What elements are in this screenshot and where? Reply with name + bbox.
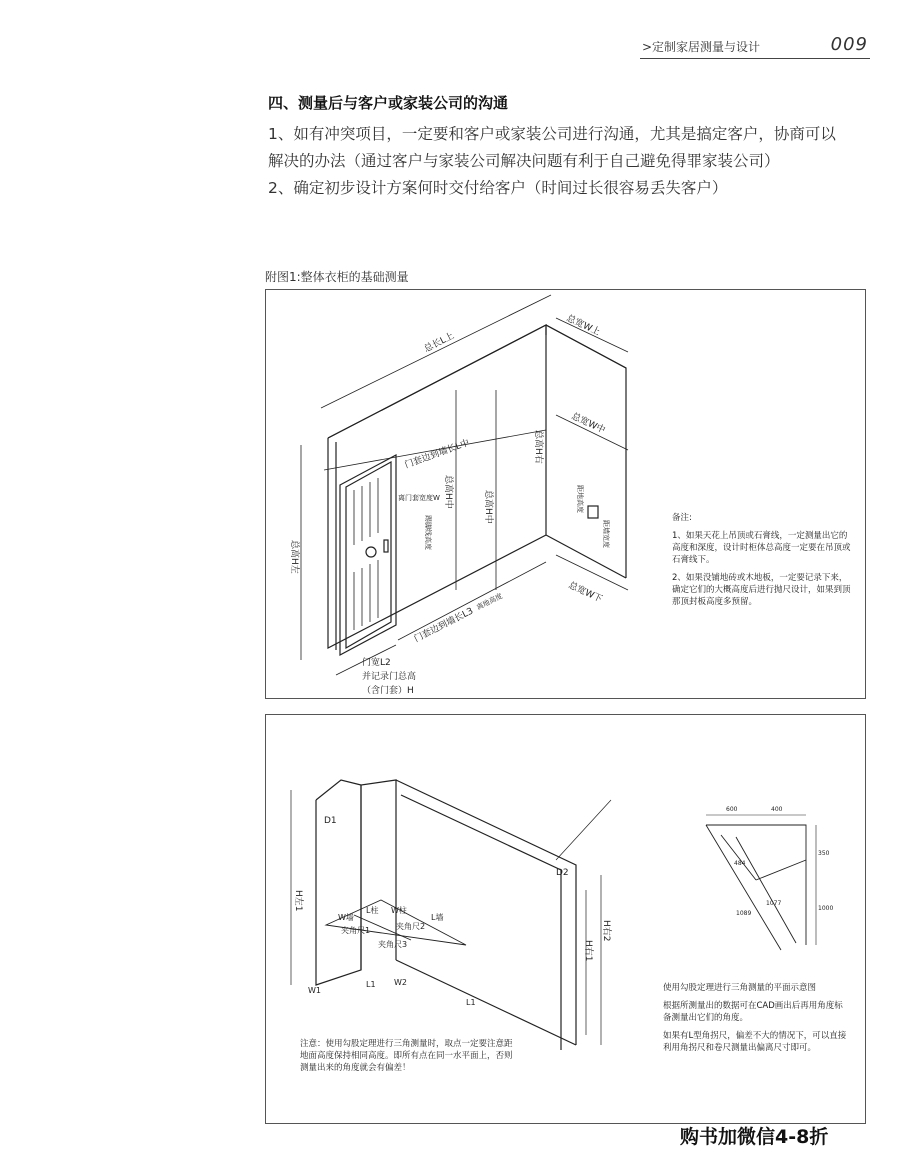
figure-2-note-right — [663, 982, 848, 1060]
label-total-height-right: 总高H右 — [533, 430, 543, 464]
running-header — [620, 36, 870, 58]
label-l-wall: L墙 — [431, 913, 444, 922]
section-heading: 四、测量后与客户或家装公司的沟通 — [268, 94, 509, 112]
label-door-height: 离门套宽度W — [398, 494, 440, 502]
label-w2: W2 — [394, 978, 407, 987]
note-right-1: 根据所测量出的数据可在CAD画出后再用角度标备测量出它们的角度。 — [663, 1001, 843, 1023]
label-angle-2: 夹角尺2 — [396, 922, 426, 931]
label-w1: W1 — [308, 986, 321, 995]
plan-label-1000: 1000 — [818, 905, 834, 912]
note-right-title: 使用勾股定理进行三角测量的平面示意图 — [663, 983, 817, 993]
label-door-incl: （含门套）H — [362, 686, 414, 696]
plan-label-484: 484 — [734, 860, 746, 867]
plan-label-1089: 1089 — [736, 910, 752, 917]
label-d1: D1 — [324, 816, 337, 826]
label-door-width: 门宽L2 — [362, 658, 391, 668]
plan-label-400: 400 — [771, 806, 783, 813]
figure-1-frame — [265, 289, 866, 699]
label-d2: D2 — [556, 868, 569, 878]
paragraph-1: 1、如有冲突项目，一定要和客户或家装公司进行沟通，尤其是搞定客户，协商可以解决的办法（通过客户与家装公司解决问题有利于自己避免得罪家装公司） — [268, 125, 836, 170]
label-l-col: L柱 — [366, 906, 379, 915]
label-l1-a: L1 — [366, 980, 376, 989]
note-2: 2、如果没铺地砖或木地板，一定要记录下来，确定它们的大概高度后进行抛尺设计，如果到顶那顶封板高度多预留。 — [672, 573, 851, 607]
plan-label-350: 350 — [818, 850, 830, 857]
figure-1-notes — [672, 512, 852, 614]
header-rule — [640, 58, 870, 59]
label-angle-1: 夹角尺1 — [341, 926, 371, 935]
page-number: 009 — [830, 34, 868, 55]
note-1: 1、如果天花上吊顶或石膏线，一定测量出它的高度和深度，设计时柜体总高度一定要在吊顶或石膏线下。 — [672, 531, 851, 565]
label-l1-b: L1 — [466, 998, 476, 1007]
figure-2-note-left: 注意：使用勾股定理进行三角测量时，取点一定要注意距地面高度保持相同高度。即所有点在同一水平面上，否则测量出来的角度就会有偏差！ — [300, 1039, 513, 1073]
label-switch-right: 距墙宽度 — [602, 520, 610, 548]
label-door-to-wall-l3: 门套边到墙长L3 — [412, 606, 476, 645]
watermark-text: 购书加微信4-8折 — [680, 1126, 829, 1148]
label-w-wall: W墙 — [338, 913, 354, 922]
label-total-width-top: 总宽W上 — [564, 313, 602, 338]
label-door-record: 并记录门总高 — [362, 672, 417, 682]
section-communication — [268, 92, 848, 202]
label-door-to-wall-mid: 门套边到墙长L中 — [403, 438, 471, 471]
label-skirting: 离地高度 — [475, 591, 504, 612]
figure-1-caption: 附图1:整体衣柜的基础测量 — [265, 270, 409, 284]
label-switch-height: 距地高度 — [576, 485, 584, 513]
label-total-height-mid: 总高H中 — [443, 475, 453, 509]
label-total-width-bottom: 总宽W下 — [566, 580, 604, 605]
paragraph-2: 2、确定初步设计方案何时交付给客户（时间过长很容易丢失客户） — [268, 179, 728, 197]
label-total-width-mid: 总宽W中 — [569, 411, 607, 436]
label-baseboard: 踢脚线高度 — [424, 515, 432, 550]
label-h-left: H左1 — [293, 890, 303, 912]
notes-title: 备注: — [672, 513, 692, 523]
running-title: >定制家居测量与设计 — [642, 40, 761, 54]
wardrobe-measurement-drawing — [266, 290, 865, 698]
note-right-2: 如果有L型角拐尺，偏差不大的情况下，可以直接利用角拐尺和卷尺测量出偏离尺寸即可。 — [663, 1031, 847, 1053]
label-w-col: W柱 — [391, 906, 407, 915]
label-h-right-2: H右2 — [601, 920, 611, 942]
plan-label-1077: 1077 — [766, 900, 782, 907]
label-total-height-mid-2: 总高H中 — [483, 490, 493, 524]
plan-label-600: 600 — [726, 806, 738, 813]
label-angle-3: 夹角尺3 — [378, 940, 408, 949]
label-h-right-1: H右1 — [583, 940, 593, 962]
label-total-length-top: 总长L上 — [422, 331, 456, 355]
label-total-height-left: 总高H左 — [289, 540, 299, 574]
